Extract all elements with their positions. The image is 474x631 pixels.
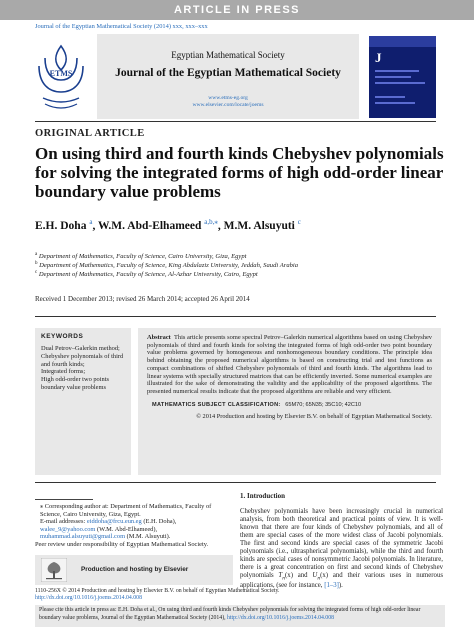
article-title: On using third and fourth kinds Chebyshev polynomials for solving the integrated forms of high odd-order linear boundary value problems: [35, 144, 444, 201]
author-affiliation-link[interactable]: c: [297, 218, 301, 226]
section-divider: [35, 482, 436, 483]
elsevier-url-link[interactable]: www.elsevier.com/locate/joems: [192, 102, 264, 108]
keyword-item: Chebyshev polynomials of third and fourth kinds;: [41, 352, 124, 368]
society-name: Egyptian Mathematical Society: [171, 50, 285, 60]
journal-title: Journal of the Egyptian Mathematical Society: [115, 67, 341, 79]
affiliation: $^a$ Department of Mathematics, Faculty of Science, Cairo University, Giza, Egypt: [35, 252, 247, 261]
msc-classification: MATHEMATICS SUBJECT CLASSIFICATION: 65M70; 65N35; 35C10; 42C10: [152, 401, 362, 408]
received-dates: Received 1 December 2013; revised 26 March 2014; accepted 26 April 2014: [35, 295, 250, 303]
section-divider: [35, 316, 436, 317]
citation-notice: Please cite this article in press as: E.H. Doha et al., On using third and fourth kinds Chebyshev polynomials for solving the integrated forms of high odd-order linear boundary value problems, Journal of the Egyptian Mathematical Society (2014), http://dx.doi.org/10.1016/j.joems.2014.04.008: [35, 605, 445, 627]
journal-header-center: [97, 34, 359, 119]
header-divider: [35, 121, 436, 122]
doi-link[interactable]: http://dx.doi.org/10.1016/j.joems.2014.04.008: [35, 595, 142, 601]
author-list: [35, 218, 301, 232]
elsevier-tree-icon: [41, 558, 67, 582]
article-type: ORIGINAL ARTICLE: [35, 128, 145, 139]
elsevier-production-bar: [35, 555, 233, 585]
elsevier-production-label: Production and hosting by Elsevier: [81, 566, 189, 573]
author-affiliation-link[interactable]: a: [89, 218, 93, 226]
keywords-box: [35, 328, 131, 475]
email-link[interactable]: eiddoha@frcu.eun.eg: [86, 518, 142, 526]
svg-text:ETMS: ETMS: [49, 69, 73, 78]
journal-cover-image: J: [369, 36, 436, 118]
introduction-paragraph: Chebyshev polynomials have been increasingly crucial in numerical analysis, from both theoretical and practical points of view. It is well-known that there are four kinds of Chebyshev polynomials, and all of them are special cases of the more widest class of Jacobi polynomials. The first and second kinds are special cases of the symmetric Jacobi polynomials (i.e., ultraspherical polynomials), while the third and fourth kinds are special cases of nonsymmetric Jacobi polynomials. In literature, there is a great concentration on first and second kinds of Chebyshev polynomials $T_n(x)$ and $U_n(x)$ and their various uses in numerous applications, (see for instance, [1–3]).: [240, 508, 443, 590]
abstract-text: Abstract This article presents some spectral Petrov–Galerkin numerical algorithms based on using Chebyshev polynomials of third and fourth kinds for solving the integrated forms of high odd-order two point boundary value problems governed by homogeneous and nonhomogeneous boundary conditions. The principle idea behind obtaining the proposed numerical algorithms is based on constructing trial and test functions as compact combinations of shifted Chebyshev polynomials of third and fourth kinds. The algorithms lead to linear systems with specially structured matrices that can be efficiently inverted. Some numerical examples are illustrated for the sake of demonstrating the validity and the applicability of the proposed algorithms. The presented numerical results indicate that the proposed algorithms are reliable and very efficient.: [147, 334, 432, 395]
abstract-box: [138, 328, 441, 475]
footnote-rule: [35, 499, 93, 500]
footnotes: [35, 503, 233, 549]
section-heading: 1. Introduction: [240, 492, 285, 500]
journal-url-link[interactable]: www.etms-eg.org: [208, 95, 248, 101]
email-link[interactable]: walee_9@yahoo.com: [40, 525, 96, 533]
author-name: , W.M. Abd-Elhameed: [92, 219, 202, 232]
keyword-item: High odd-order two points boundary value problems: [41, 376, 109, 391]
abstract-label: Abstract: [147, 334, 171, 341]
author-affiliation-link[interactable]: a,b,⁎: [204, 218, 218, 226]
abstract-copyright: © 2014 Production and hosting by Elsevier B.V. on behalf of Egyptian Mathematical Society.: [196, 412, 432, 420]
affiliation: $^b$ Department of Mathematics, Faculty of Science, King Abdulaziz University, Jeddah, Saudi Arabia: [35, 261, 299, 270]
author-name: E.H. Doha: [35, 219, 87, 232]
peer-review-note: Peer review under responsibility of Egyptian Mathematical Society.: [35, 540, 209, 548]
journal-citation-link[interactable]: Journal of the Egyptian Mathematical Society (2014) xxx, xxx–xxx: [35, 23, 208, 30]
reference-link[interactable]: [1–3]: [324, 582, 339, 590]
corresponding-author-note: ⁎ Corresponding author at: Department of Mathematics, Faculty of Science, Cairo University, Giza, Egypt.: [40, 503, 212, 518]
email-addresses: E-mail addresses: eiddoha@frcu.eun.eg (E.H. Doha), walee_9@yahoo.com (W.M. Abd-Elhameed), muhammad.alsuyuti@gmail.com (M.M. Alsuyuti).: [40, 518, 177, 541]
email-link[interactable]: muhammad.alsuyuti@gmail.com: [40, 533, 126, 541]
affiliation: $^c$ Department of Mathematics, Faculty of Science, Al-Azhar University, Cairo, Egypt: [35, 270, 258, 279]
society-logo-icon: [35, 40, 87, 114]
keywords-heading: KEYWORDS: [41, 333, 84, 340]
article-in-press-banner: ARTICLE IN PRESS: [0, 0, 474, 20]
citation-doi-link[interactable]: http://dx.doi.org/10.1016/j.joems.2014.04.008: [227, 614, 335, 621]
keyword-item: Integrated forms;: [41, 368, 86, 376]
author-name: , M.M. Alsuyuti: [217, 219, 295, 232]
issn-info: 1110-256X © 2014 Production and hosting by Elsevier B.V. on behalf of Egyptian Mathematical Society. http://dx.doi.org/10.1016/j.joems.2014.04.008: [35, 588, 280, 601]
journal-header: [35, 34, 436, 119]
keyword-item: Dual Petrov–Galerkin method;: [41, 345, 120, 352]
